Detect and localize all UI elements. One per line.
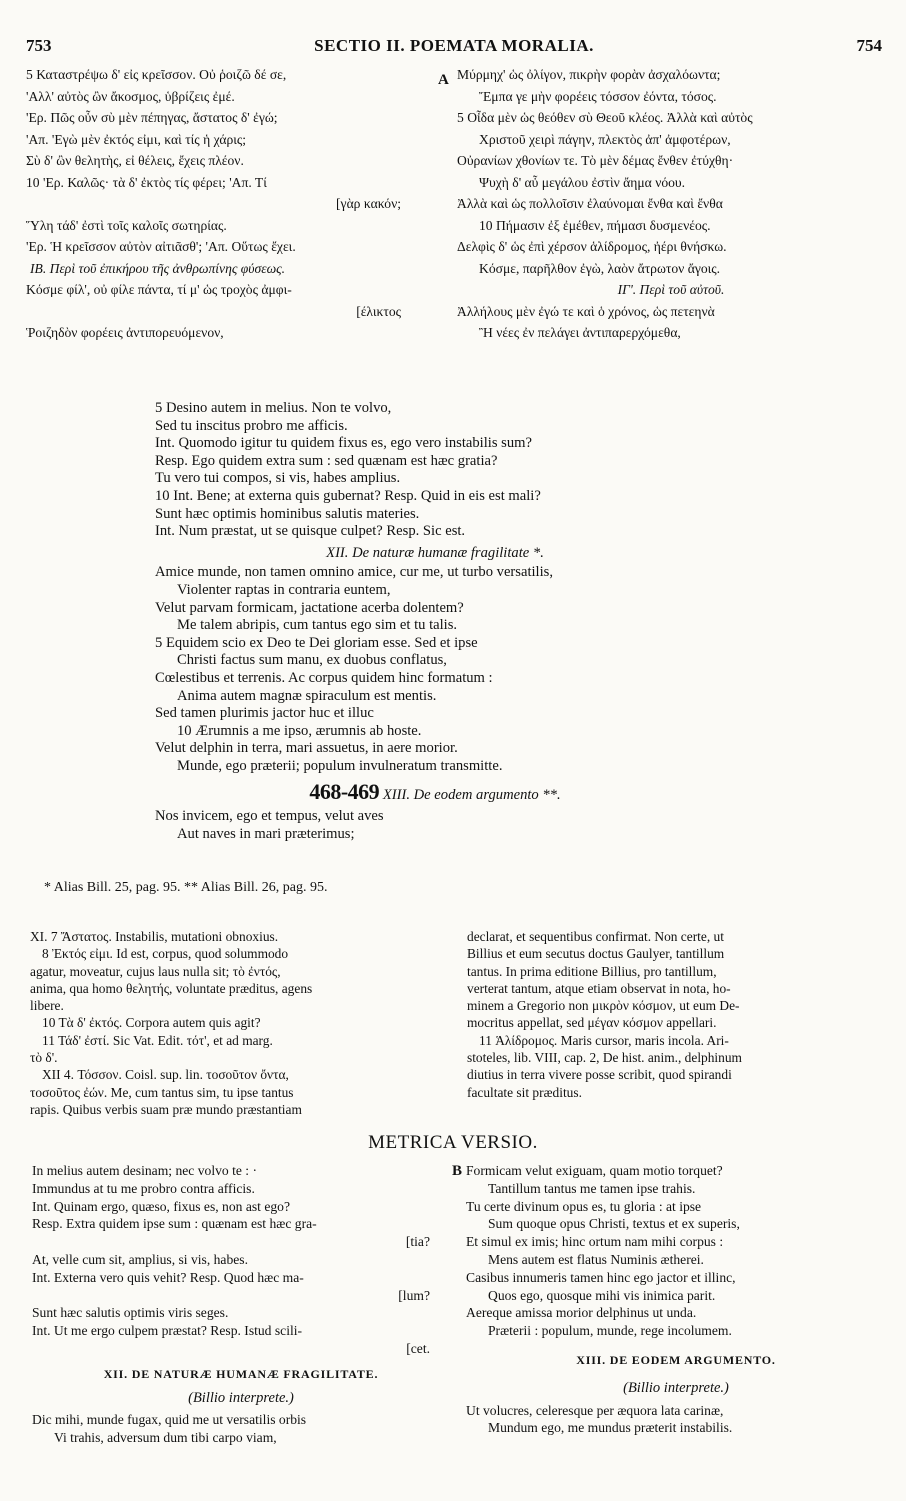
latin-line: Me talem abripis, cum tantus ego sim et tu talis. bbox=[177, 617, 458, 634]
metr-line: Ut volucres, celeresque per æquora lata carinæ, bbox=[466, 1402, 724, 1418]
latin-line: 5 Equidem scio ex Deo te Dei gloriam esse. Sed et ipse bbox=[155, 634, 478, 651]
metr-line: Vi trahis, adversum dum tibi carpo viam, bbox=[54, 1430, 277, 1446]
greek-line: 10 'Ερ. Καλῶς· τὰ δ' ἐκτὸς τίς φέρει; 'Απ. Τί bbox=[26, 174, 267, 190]
latin-line: Sed tamen plurimis jactor huc et illuc bbox=[155, 705, 374, 722]
metr-line: Sum quoque opus Christi, textus et ex superis, bbox=[488, 1216, 740, 1232]
greek-line: Ῥοιζηδὸν φορέεις ἀντιπορευόμενον, bbox=[26, 325, 224, 340]
greek-line: Ἔμπα γε μὴν φορέεις τόσσον ἐόντα, τόσος. bbox=[479, 88, 717, 104]
greek-line: 5 Καταστρέψω δ' εἰς κρεῖσσον. Οὐ ῥοιζῶ δέ σε, bbox=[26, 67, 287, 82]
note-line: verterat tantum, atque etiam observat in nota, ho- bbox=[467, 980, 731, 996]
note-line: 11 Τάδ' ἐστί. Sic Vat. Edit. τότ', et ad marg. bbox=[42, 1032, 273, 1048]
note-line: XII 4. Τόσσον. Coisl. sup. lin. τοσοῦτον ὄντα, bbox=[42, 1067, 289, 1083]
greek-line: [γὰρ κακόν; bbox=[336, 196, 401, 211]
latin-line: Violenter raptas in contraria euntem, bbox=[177, 581, 391, 598]
note-line: stoteles, lib. VIII, cap. 2, De hist. anim., delphinum bbox=[467, 1050, 742, 1066]
column-marker-b: B bbox=[452, 1163, 463, 1179]
greek-text-left bbox=[26, 64, 431, 344]
latin-line: Nos invicem, ego et tempus, velut aves bbox=[155, 808, 384, 825]
metr-line: Int. Ut me ergo culpem præstat? Resp. Istud scili- bbox=[32, 1323, 303, 1339]
greek-line: Ὕλη τάδ' ἐστὶ τοῖς καλοῖς σωτηρίας. bbox=[26, 217, 227, 233]
metrica-right bbox=[466, 1162, 886, 1437]
metr-line: Resp. Extra quidem ipse sum : quænam est hæc gra- bbox=[32, 1216, 317, 1232]
greek-heading-13: IΓ'. Περὶ τοῦ αὐτοῦ. bbox=[617, 282, 725, 297]
note-line: τὸ δ'. bbox=[30, 1050, 58, 1066]
note-line: minem a Gregorio non μικρὸν κόσμον, ut eum De- bbox=[467, 998, 740, 1014]
metr-line: Immundus at tu me probro contra afficis. bbox=[32, 1180, 255, 1196]
latin-line: 5 Desino autem in melius. Non te volvo, bbox=[155, 400, 392, 416]
latin-line: Resp. Ego quidem extra sum : sed quænam est hæc gratia? bbox=[155, 452, 498, 469]
metr-line: Tantillum tantus me tamen ipse trahis. bbox=[488, 1180, 696, 1196]
greek-line: Οὐρανίων χθονίων τε. Τὸ μὲν δέμας ἔνθεν ἐτύχθη· bbox=[457, 153, 734, 168]
greek-line: 'Απ. 'Εγὼ μὲν ἐκτός εἰμι, καὶ τίς ἡ χάρις; bbox=[26, 131, 247, 147]
note-line: 10 Τὰ δ' ἐκτός. Corpora autem quis agit? bbox=[42, 1015, 261, 1031]
note-line: tantus. In prima editione Billius, pro tantillum, bbox=[467, 963, 717, 979]
metr-line: Dic mihi, munde fugax, quid me ut versatilis orbis bbox=[32, 1412, 307, 1428]
greek-line: Μύρμηχ' ὡς ὀλίγον, πικρὴν φορὰν ἀσχαλόωντα; bbox=[457, 67, 721, 82]
metr-line: At, velle cum sit, amplius, si vis, habes. bbox=[32, 1251, 248, 1267]
greek-line: Κόσμε, παρῆλθον ἐγὼ, λαὸν ἄτρωτον ἄγοις. bbox=[479, 260, 721, 276]
latin-line: 10 Ærumnis a me ipso, ærumnis ab hoste. bbox=[177, 722, 422, 739]
metr-line: [tia? bbox=[405, 1234, 430, 1250]
greek-line: Χριστοῦ χειρὶ πάγην, πλεκτὸς ἀπ' ἀμφοτέρων, bbox=[479, 131, 731, 147]
metr-line: Aereque amissa morior delphinus ut unda. bbox=[466, 1305, 697, 1321]
latin-translation bbox=[155, 400, 775, 844]
metr-line: [lum? bbox=[398, 1287, 430, 1303]
note-line: facultate sit præditus. bbox=[467, 1084, 582, 1100]
note-line: XI. 7 Ἄστατος. Instabilis, mutationi obnoxius. bbox=[30, 929, 279, 944]
metr-heading-12: XII. DE NATURÆ HUMANÆ FRAGILITATE. bbox=[103, 1366, 379, 1381]
page-number-right: 754 bbox=[856, 36, 882, 55]
metr-line: Int. Externa vero quis vehit? Resp. Quod hæc ma- bbox=[32, 1269, 304, 1285]
greek-line: 5 Οἶδα μὲν ὡς θεόθεν σὺ Θεοῦ κλέος. Ἀλλὰ καὶ αὐτὸς bbox=[457, 110, 753, 125]
metr-line: Mens autem est flatus Numinis ætherei. bbox=[488, 1251, 704, 1267]
greek-line: Ἢ νέες ἐν πελάγει ἀντιπαρερχόμεθα, bbox=[479, 325, 681, 340]
metr-line: In melius autem desinam; nec volvo te : · bbox=[32, 1163, 257, 1178]
greek-line: Ψυχὴ δ' αὖ μεγάλου ἐστὶν ἄημα νόου. bbox=[479, 174, 686, 190]
page-number-left: 753 bbox=[26, 36, 52, 55]
note-line: Billius et eum secutus doctus Gaulyer, tantillum bbox=[467, 946, 725, 962]
metr-subheading-13: (Billio interprete.) bbox=[623, 1379, 729, 1396]
latin-line: 10 Int. Bene; at externa quis gubernat? Resp. Quid in eis est mali? bbox=[155, 487, 541, 504]
greek-line: Σὺ δ' ὢν θελητὴς, εἰ θέλεις, ἔχεις πλέον. bbox=[26, 153, 244, 168]
running-header bbox=[26, 36, 882, 58]
metr-line: Casibus innumeris tamen hinc ego jactor et illinc, bbox=[466, 1269, 736, 1285]
greek-heading-12: IB. Περὶ τοῦ ἐπικήρου τῆς ἀνθρωπίνης φύσεως. bbox=[30, 260, 286, 276]
latin-line: Christi factus sum manu, ex duobus conflatus, bbox=[177, 652, 447, 669]
notes-left bbox=[30, 928, 448, 1118]
latin-line: Anima autem magnæ spiraculum est mentis. bbox=[177, 687, 437, 704]
greek-line: Δελφὶς δ' ὡς ἐπὶ χέρσον ἁλίδρομος, ἠέρι θνήσκω. bbox=[457, 239, 727, 254]
latin-line: Tu vero tui compos, si vis, habes amplius. bbox=[155, 470, 401, 487]
metr-heading-13: XIII. DE EODEM ARGUMENTO. bbox=[576, 1352, 776, 1367]
greek-line: 'Ερ. Ἡ κρεῖσσον αὐτὸν αἰτιᾶσθ'; 'Απ. Οὕτως ἔχει. bbox=[26, 239, 296, 254]
note-line: agatur, moveatur, cujus laus nulla sit; τὸ ἐντός, bbox=[30, 963, 281, 979]
latin-heading-13-row bbox=[155, 781, 775, 806]
greek-line: 'Αλλ' αὐτὸς ὢν ἄκοσμος, ὑβρίζεις ἐμέ. bbox=[26, 88, 235, 104]
note-line: diutius in terra vivere posse scribit, quod spirandi bbox=[467, 1067, 732, 1083]
latin-line: Int. Quomodo igitur tu quidem fixus es, ego vero instabilis sum? bbox=[155, 435, 532, 452]
note-line: 8 Ἐκτός εἰμι. Id est, corpus, quod solummodo bbox=[42, 946, 289, 962]
note-line: libere. bbox=[30, 998, 64, 1014]
note-line: mocritus appellat, sed μέγαν κόσμον appellari. bbox=[467, 1015, 717, 1031]
metr-line: Sunt hæc salutis optimis viris seges. bbox=[32, 1305, 229, 1321]
metr-line: Tu certe divinum opus es, tu gloria : at ipse bbox=[466, 1198, 702, 1214]
greek-line: Κόσμε φίλ', οὐ φίλε πάντα, τί μ' ὡς τροχὸς ἀμφι- bbox=[26, 282, 292, 297]
column-marker-a: A bbox=[438, 72, 449, 88]
greek-line: [έλικτος bbox=[356, 303, 401, 319]
footnote: * Alias Bill. 25, pag. 95. ** Alias Bill. 26, pag. 95. bbox=[44, 880, 328, 895]
column-number: 468-469 bbox=[309, 781, 380, 805]
latin-line: Sed tu inscitus probro me afficis. bbox=[155, 417, 348, 434]
greek-line: 10 Πήμασιν ἐξ ἐμέθεν, πήμασι δυσμενέος. bbox=[479, 217, 711, 233]
metr-line: Quos ego, quosque mihi vis inimica parit. bbox=[488, 1287, 716, 1303]
metr-line: Formicam velut exiguam, quam motio torquet? bbox=[466, 1163, 723, 1178]
latin-line: Munde, ego præterii; populum invulneratum transmitte. bbox=[177, 757, 503, 774]
metr-line: Et simul ex imis; hinc ortum nam mihi corpus : bbox=[466, 1234, 724, 1250]
metr-line: [cet. bbox=[406, 1340, 430, 1356]
note-line: declarat, et sequentibus confirmat. Non certe, ut bbox=[467, 929, 724, 944]
section-title: SECTIO II. POEMATA MORALIA. bbox=[314, 36, 594, 55]
metr-subheading-12: (Billio interprete.) bbox=[188, 1389, 294, 1406]
latin-line: Int. Num præstat, ut se quisque culpet? Resp. Sic est. bbox=[155, 523, 466, 540]
latin-line: Aut naves in mari præterimus; bbox=[177, 826, 355, 843]
greek-line: Ἀλλὰ καὶ ὡς πολλοῖσιν ἐλαύνομαι ἔνθα καὶ ἔνθα bbox=[457, 196, 723, 211]
note-line: 11 Ἁλίδρομος. Maris cursor, maris incola. Ari- bbox=[479, 1032, 729, 1048]
metrica-left bbox=[32, 1162, 450, 1447]
latin-line: Amice munde, non tamen omnino amice, cur me, ut turbo versatilis, bbox=[155, 564, 553, 581]
metr-line: Præterii : populum, munde, rege incolumem. bbox=[488, 1323, 732, 1339]
latin-line: Velut delphin in terra, mari assuetus, in aere morior. bbox=[155, 740, 458, 757]
latin-line: Velut parvam formicam, jactatione acerba dolentem? bbox=[155, 599, 464, 616]
note-line: τοσοῦτος ἐών. Me, cum tantus sim, tu ipse tantus bbox=[30, 1084, 294, 1100]
greek-text-right bbox=[457, 64, 885, 344]
latin-line: Cœlestibus et terrenis. Ac corpus quidem hinc formatum : bbox=[155, 669, 493, 686]
metr-line: Int. Quinam ergo, quæso, fixus es, non ast ego? bbox=[32, 1198, 290, 1214]
latin-heading-13: XIII. De eodem argumento **. bbox=[382, 787, 561, 804]
metrica-versio-heading: METRICA VERSIO. bbox=[368, 1132, 538, 1153]
latin-line: Sunt hæc optimis hominibus salutis materies. bbox=[155, 505, 420, 522]
metr-line: Mundum ego, me mundus præterit instabilis. bbox=[488, 1420, 733, 1436]
latin-heading-12: XII. De naturæ humanæ fragilitate *. bbox=[326, 544, 544, 561]
notes-right bbox=[467, 928, 885, 1101]
note-line: rapis. Quibus verbis suam præ mundo præstantiam bbox=[30, 1101, 302, 1117]
greek-line: 'Ερ. Πῶς οὖν σὺ μὲν πέπηγας, ἄστατος δ' ἐγώ; bbox=[26, 110, 278, 125]
greek-line: Ἀλλήλους μὲν ἐγώ τε καὶ ὁ χρόνος, ὡς πετεηνὰ bbox=[457, 303, 715, 319]
note-line: anima, qua homo θελητής, voluntate præditus, agens bbox=[30, 980, 313, 996]
